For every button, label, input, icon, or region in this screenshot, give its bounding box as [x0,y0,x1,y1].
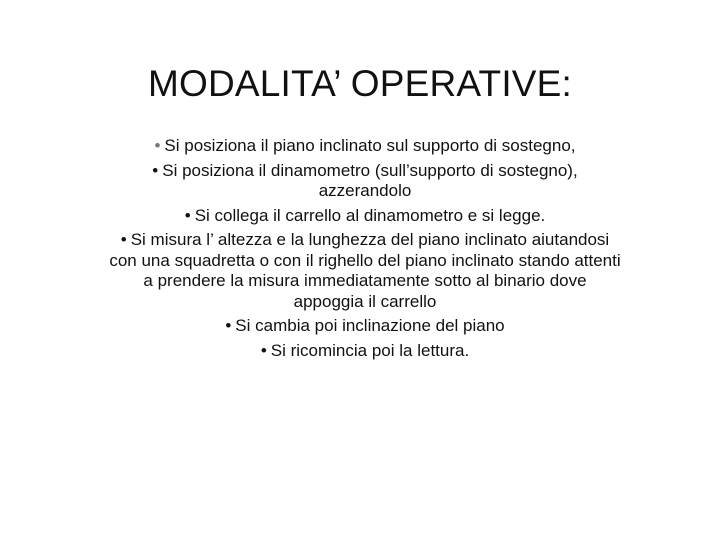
bullet-item [108,341,622,362]
bullet-icon: • [154,136,161,155]
bullet-item [108,206,622,227]
slide-title: MODALITA’ OPERATIVE: [147,63,573,104]
bullet-item [108,316,622,337]
bullet-icon: • [152,160,159,180]
bullet-text: Si misura l’ altezza e la lunghezza del piano inclinato aiutandosi con una squadretta o con il righello del piano inclinato stando attenti a prendere la misura immediatamente sotto al binario dove appoggia il carrello [109,230,621,311]
bullet-text: Si posiziona il dinamometro (sull’supporto di sostegno), azzerandolo [162,160,578,200]
slide-body [108,136,622,365]
bullet-icon: • [120,230,127,249]
bullet-text: Si ricomincia poi la lettura. [270,340,470,360]
bullet-text: Si posiziona il piano inclinato sul supporto di sostegno, [164,136,576,155]
bullet-item [108,136,622,157]
bullet-icon: • [184,205,191,225]
bullet-item [108,230,622,312]
bullet-icon: • [260,340,267,360]
bullet-icon: • [225,316,232,335]
bullet-item [108,161,622,202]
bullet-text: Si cambia poi inclinazione del piano [235,316,505,335]
bullet-text: Si collega il carrello al dinamometro e si legge. [194,205,546,225]
